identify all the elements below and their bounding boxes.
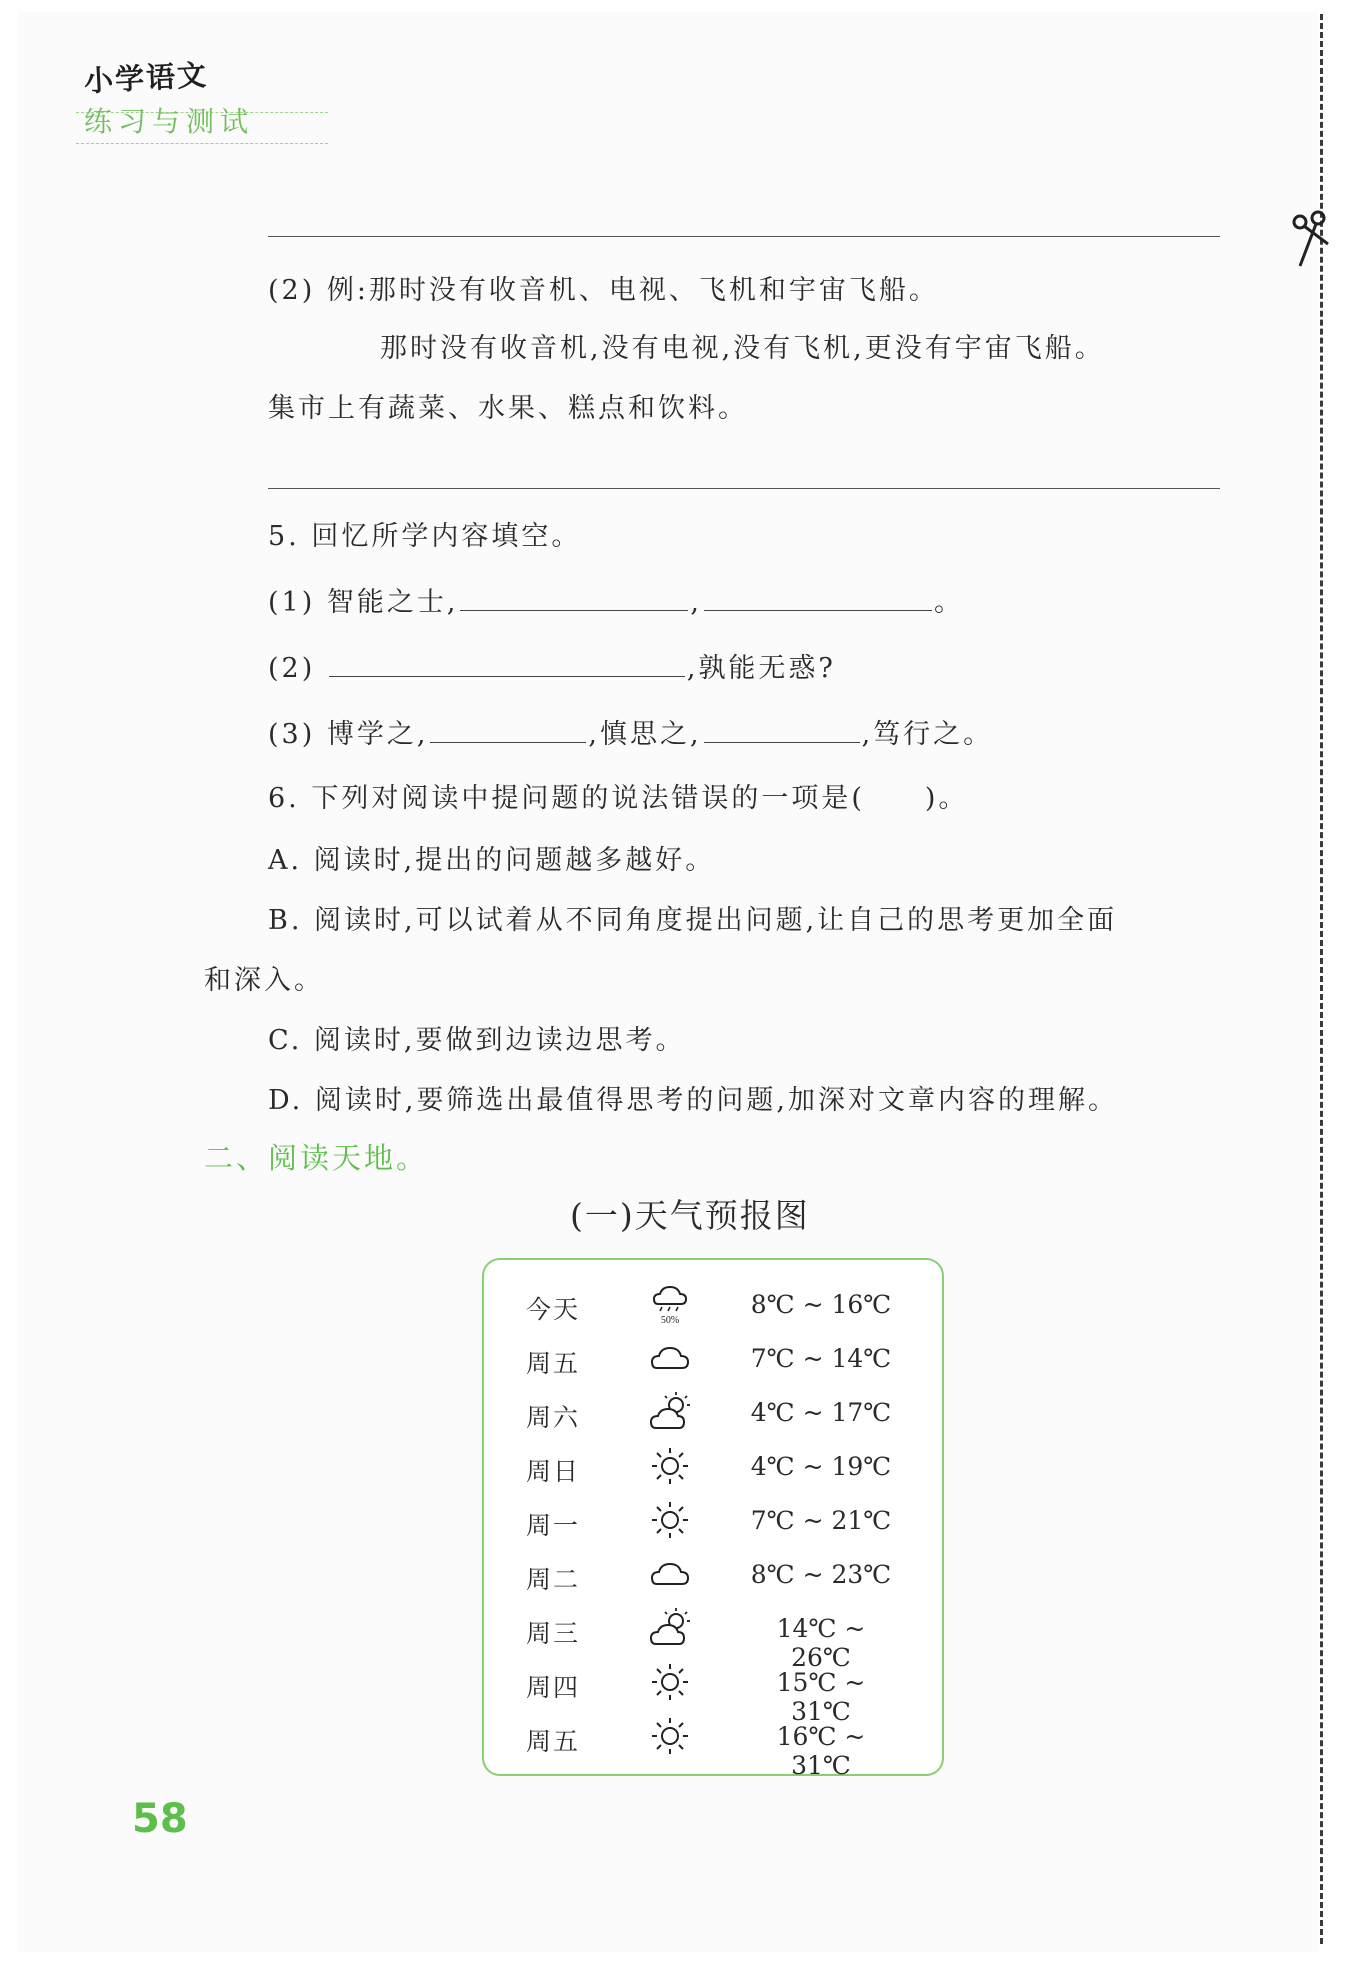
weather-row [484,1388,942,1442]
fill-blank[interactable] [329,674,685,677]
q5-title: 5. 回忆所学内容填空。 [268,521,582,552]
fill-blank[interactable] [704,740,860,743]
q6-option-b: B. 阅读时,可以试着从不同角度提出问题,让自己的思考更加全面 [268,905,1118,936]
weather-row [484,1442,942,1496]
weather-title: (一)天气预报图 [570,1196,810,1235]
cloud-icon [648,1336,692,1380]
weather-temp: 7℃ ~ 21℃ [750,1506,892,1535]
q4-2-example: (2) 例:那时没有收音机、电视、飞机和宇宙飞船。 [268,275,939,306]
weather-day: 周六 [526,1403,581,1432]
weather-temp: 4℃ ~ 19℃ [750,1452,892,1481]
q5-item-1 [268,580,964,619]
q5-item-3-mid: ,慎思之, [588,719,702,750]
sun-icon [648,1660,692,1704]
weather-day: 周日 [526,1457,581,1486]
q5-item-1-prefix: (1) 智能之士, [268,587,459,618]
scissors-icon [1290,210,1340,270]
q6-option-a: A. 阅读时,提出的问题越多越好。 [268,845,716,876]
weather-day: 周五 [526,1727,581,1756]
cloud-icon [648,1552,692,1596]
cut-line [1320,14,1323,1944]
q5-item-2-end: ,孰能无惑? [686,653,836,684]
q5-item-2 [268,646,836,685]
weather-forecast-table [482,1258,944,1780]
q5-item-1-mid: , [690,587,703,618]
q5-item-3 [268,712,993,751]
weather-day: 周二 [526,1565,581,1594]
weather-row [484,1334,942,1388]
weather-row [484,1712,942,1780]
weather-day: 今天 [526,1295,581,1324]
sun-icon [648,1498,692,1542]
q6-option-b-continued: 和深入。 [204,965,324,996]
weather-temp: 7℃ ~ 14℃ [750,1344,892,1373]
weather-day: 周五 [526,1349,581,1378]
weather-day: 周四 [526,1673,581,1702]
q6-option-d: D. 阅读时,要筛选出最值得思考的问题,加深对文章内容的理解。 [268,1085,1119,1116]
weather-row [484,1604,942,1672]
partly-cloudy-icon [648,1390,692,1434]
weather-row [484,1658,942,1726]
rain-cloud-icon [648,1282,692,1326]
weather-temp: 15℃ ~ 31℃ [776,1668,866,1726]
answer-line [268,236,1220,237]
q6-option-c: C. 阅读时,要做到边读边思考。 [268,1025,686,1056]
fill-blank[interactable] [704,608,932,611]
q5-item-3-prefix: (3) 博学之, [268,719,429,750]
q5-item-1-end: 。 [934,587,965,618]
answer-line [268,488,1220,489]
weather-day: 周一 [526,1511,581,1540]
q6-title: 6. 下列对阅读中提问题的说法错误的一项是( )。 [268,783,969,814]
q4-2-example-rewrite: 那时没有收音机,没有电视,没有飞机,更没有宇宙飞船。 [380,333,1105,364]
weather-temp: 16℃ ~ 31℃ [776,1722,866,1780]
page-number: 58 [132,1796,188,1842]
weather-day: 周三 [526,1619,581,1648]
fill-blank[interactable] [460,608,688,611]
weather-temp: 8℃ ~ 16℃ [750,1290,892,1319]
weather-temp: 4℃ ~ 17℃ [750,1398,892,1427]
section-title: 二、阅读天地。 [204,1141,429,1175]
weather-row [484,1550,942,1604]
header-subtitle: 练习与测试 [84,105,255,138]
header-brand: 小学语文 [83,57,209,99]
fill-blank[interactable] [430,740,586,743]
q5-item-3-end: ,笃行之。 [861,719,994,750]
weather-temp: 8℃ ~ 23℃ [750,1560,892,1589]
partly-cloudy-icon [648,1606,692,1650]
sun-icon [648,1714,692,1758]
sun-icon [648,1444,692,1488]
q5-item-2-prefix: (2) [268,653,327,684]
weather-temp: 14℃ ~ 26℃ [776,1614,866,1672]
q4-2-task-sentence: 集市上有蔬菜、水果、糕点和饮料。 [268,393,748,424]
weather-row [484,1280,942,1334]
weather-row [484,1496,942,1550]
precip-label: 50% [660,1315,680,1326]
